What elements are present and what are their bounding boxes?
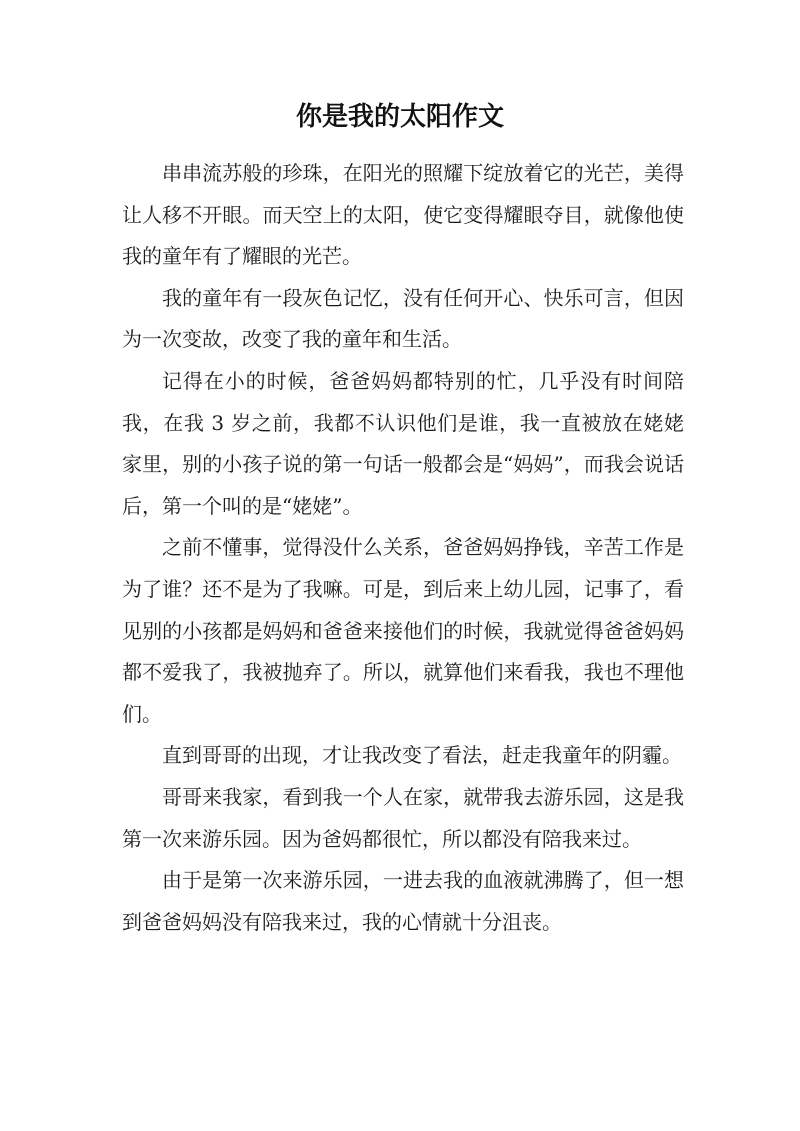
paragraph: 我的童年有一段灰色记忆，没有任何开心、快乐可言，但因为一次变故，改变了我的童年和生活。	[122, 285, 684, 352]
paragraph: 哥哥来我家，看到我一个人在家，就带我去游乐园，这是我第一次来游乐园。因为爸妈都很忙，所以都没有陪我来过。	[122, 784, 684, 851]
document-title: 你是我的太阳作文	[295, 102, 504, 132]
document-body	[122, 153, 684, 943]
paragraph: 直到哥哥的出现，才让我改变了看法，赶走我童年的阴霾。	[162, 743, 682, 768]
paragraph: 之前不懂事，觉得没什么关系，爸爸妈妈挣钱，辛苦工作是为了谁？还不是为了我嘛。可是，到后来上幼儿园，记事了，看见别的小孩都是妈妈和爸爸来接他们的时候，我就觉得爸爸妈妈都不爱我了，我被抛弃了。所以，就算他们来看我，我也不理他们。	[122, 535, 684, 726]
paragraph: 由于是第一次来游乐园，一进去我的血液就沸腾了，但一想到爸爸妈妈没有陪我来过，我的心情就十分沮丧。	[122, 868, 684, 934]
paragraph: 记得在小的时候，爸爸妈妈都特别的忙，几乎没有时间陪我，在我 3 岁之前，我都不认识他们是谁，我一直被放在姥姥家里，别的小孩子说的第一句话一般都会是“妈妈”，而我会说话后，第一个叫的是“姥姥”。	[122, 368, 684, 518]
paragraph: 串串流苏般的珍珠，在阳光的照耀下绽放着它的光芒，美得让人移不开眼。而天空上的太阳，使它变得耀眼夺目，就像他使我的童年有了耀眼的光芒。	[122, 161, 684, 269]
